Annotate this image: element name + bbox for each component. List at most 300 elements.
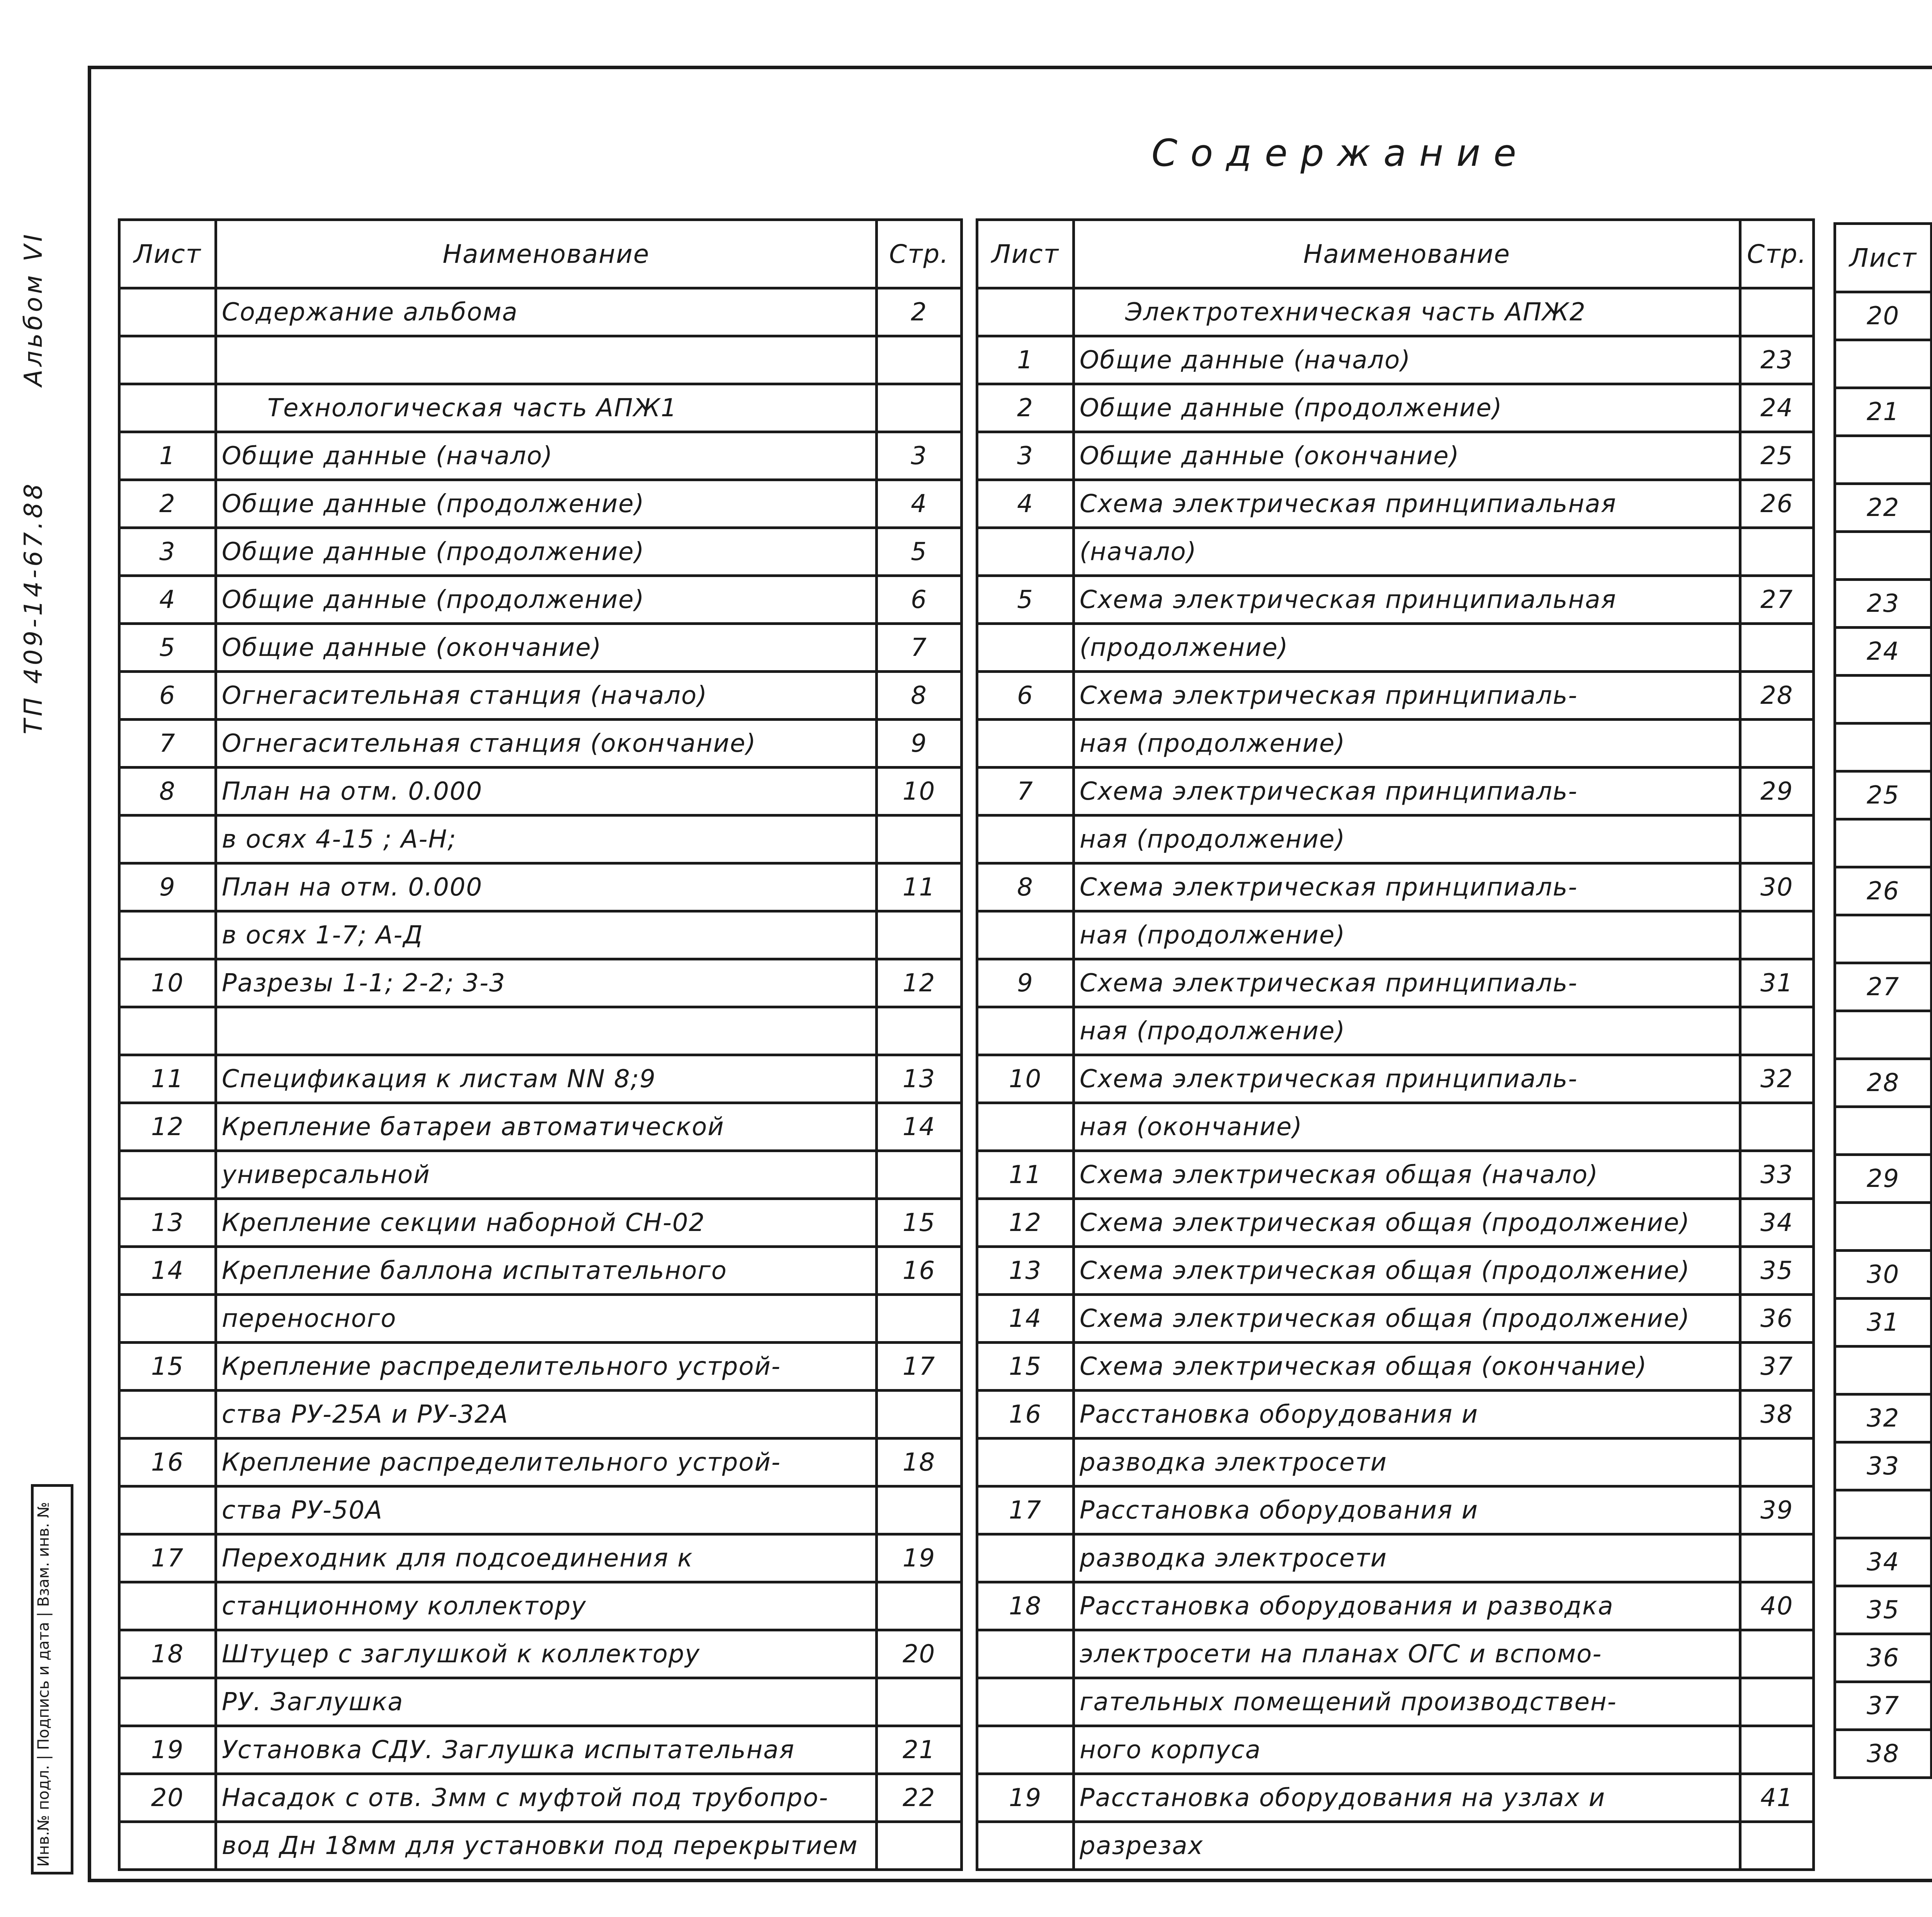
sheet-cell [119, 1486, 216, 1534]
sheet-cell: 34 [1835, 1538, 1932, 1586]
document-code-vertical: ТП 409-14-67.88 [19, 481, 48, 734]
page-cell: 16 [877, 1247, 962, 1295]
table-row [977, 959, 1814, 1007]
sheet-cell: 12 [977, 1199, 1074, 1247]
table-row [1835, 963, 1932, 1011]
table-row [1835, 1059, 1932, 1107]
table-header-row [119, 220, 962, 288]
sheet-cell [1835, 724, 1932, 771]
page-cell: 13 [877, 1055, 962, 1103]
table-row [977, 336, 1814, 384]
table-row [1835, 580, 1932, 628]
page-cell: 2 [877, 288, 962, 336]
sheet-cell: 14 [119, 1247, 216, 1295]
table-row [977, 432, 1814, 480]
name-cell: Крепление распределительного устрой- [216, 1343, 877, 1391]
sheet-cell: 10 [119, 959, 216, 1007]
sheet-cell [977, 720, 1074, 768]
page-cell: 4 [877, 480, 962, 528]
col-header-page: Стр. [1740, 220, 1814, 288]
name-cell: универсальной [216, 1151, 877, 1199]
page-cell: 20 [877, 1630, 962, 1678]
sheet-cell: 22 [1835, 484, 1932, 532]
sheet-cell [1835, 915, 1932, 963]
table-row [1835, 1155, 1932, 1203]
sheet-cell [977, 1103, 1074, 1151]
page-cell: 6 [877, 576, 962, 624]
sheet-cell: 4 [119, 576, 216, 624]
table-row [119, 1055, 962, 1103]
table-row [977, 1726, 1814, 1774]
name-cell: План на отм. 0.000 [216, 768, 877, 815]
table-row [1835, 915, 1932, 963]
table-row [1835, 1538, 1932, 1586]
page-cell: 5 [877, 528, 962, 576]
sheet-cell: 3 [119, 528, 216, 576]
table-row [119, 1582, 962, 1630]
table-row [1835, 1011, 1932, 1059]
table-row [1835, 1394, 1932, 1442]
sheet-cell: 9 [977, 959, 1074, 1007]
name-cell: ства РУ-25А и РУ-32А [216, 1391, 877, 1439]
sheet-cell: 37 [1835, 1682, 1932, 1730]
sheet-cell: 1 [977, 336, 1074, 384]
table-row [119, 815, 962, 863]
col-header-name: Наименование [1074, 220, 1740, 288]
sheet-cell: 35 [1835, 1586, 1932, 1634]
sheet-cell: 21 [1835, 388, 1932, 436]
table-row [119, 1343, 962, 1391]
name-cell: (начало) [1074, 528, 1740, 576]
name-cell: Насадок с отв. 3мм с муфтой под трубопро- [216, 1774, 877, 1822]
page-cell [1740, 1534, 1814, 1582]
sheet-cell: 19 [119, 1726, 216, 1774]
page-cell [877, 1391, 962, 1439]
table-row [119, 720, 962, 768]
table-row [977, 1007, 1814, 1055]
sheet-cell: 20 [1835, 292, 1932, 340]
table-row [1835, 1730, 1932, 1778]
name-cell [216, 336, 877, 384]
name-cell: Общие данные (продолжение) [216, 528, 877, 576]
sheet-cell: 26 [1835, 867, 1932, 915]
page-cell: 28 [1740, 672, 1814, 720]
name-cell: Разрезы 1-1; 2-2; 3-3 [216, 959, 877, 1007]
table-row [1835, 484, 1932, 532]
table-row [977, 1439, 1814, 1486]
table-row [119, 1678, 962, 1726]
sheet-cell [977, 288, 1074, 336]
table-row [1835, 819, 1932, 867]
sheet-cell: 5 [119, 624, 216, 672]
table-row [119, 1151, 962, 1199]
page-cell [1740, 1726, 1814, 1774]
name-cell: Крепление распределительного устрой- [216, 1439, 877, 1486]
name-cell: (продолжение) [1074, 624, 1740, 672]
page-cell: 14 [877, 1103, 962, 1151]
table-row [977, 1822, 1814, 1870]
name-cell: План на отм. 0.000 [216, 863, 877, 911]
table-row [119, 1295, 962, 1343]
sheet-cell [977, 1007, 1074, 1055]
sheet-cell: 25 [1835, 771, 1932, 819]
table-row [119, 624, 962, 672]
table-row [1835, 628, 1932, 676]
page-cell: 3 [877, 432, 962, 480]
page-title: Содержание [1151, 131, 1529, 175]
page-cell: 32 [1740, 1055, 1814, 1103]
page-cell: 35 [1740, 1247, 1814, 1295]
table-row [119, 959, 962, 1007]
table-row [977, 1534, 1814, 1582]
table-row [1835, 771, 1932, 819]
name-cell: Схема электрическая принципиаль- [1074, 768, 1740, 815]
page-cell: 9 [877, 720, 962, 768]
page-cell [877, 384, 962, 432]
sheet-cell: 2 [119, 480, 216, 528]
table-row [977, 1103, 1814, 1151]
sheet-cell [1835, 819, 1932, 867]
sheet-cell: 31 [1835, 1299, 1932, 1347]
page-cell [1740, 1007, 1814, 1055]
table-row [1835, 1682, 1932, 1730]
page-cell: 7 [877, 624, 962, 672]
contents-table-2 [976, 218, 1815, 1871]
table-row [977, 863, 1814, 911]
page-cell [1740, 911, 1814, 959]
sheet-cell: 13 [119, 1199, 216, 1247]
page-cell: 34 [1740, 1199, 1814, 1247]
table-row [977, 672, 1814, 720]
page-cell [877, 1678, 962, 1726]
name-cell: Схема электрическая общая (начало) [1074, 1151, 1740, 1199]
name-cell: Крепление секции наборной СН-02 [216, 1199, 877, 1247]
sheet-cell: 5 [977, 576, 1074, 624]
page-cell [877, 1151, 962, 1199]
table-header-row [1835, 224, 1932, 292]
page-cell: 19 [877, 1534, 962, 1582]
name-cell: Огнегасительная станция (начало) [216, 672, 877, 720]
name-cell: разводка электросети [1074, 1439, 1740, 1486]
table-header-row [977, 220, 1814, 288]
sheet-cell [977, 815, 1074, 863]
sheet-cell: 17 [119, 1534, 216, 1582]
table-row [119, 911, 962, 959]
table-row [119, 672, 962, 720]
sheet-cell: 16 [119, 1439, 216, 1486]
sheet-cell: 6 [119, 672, 216, 720]
sheet-cell [119, 336, 216, 384]
sheet-cell: 18 [119, 1630, 216, 1678]
page-cell: 29 [1740, 768, 1814, 815]
name-cell: Расстановка оборудования и [1074, 1391, 1740, 1439]
sheet-cell: 29 [1835, 1155, 1932, 1203]
table-row [1835, 1107, 1932, 1155]
page-cell [1740, 815, 1814, 863]
col-header-sheet: Лист [119, 220, 216, 288]
table-row [1835, 1634, 1932, 1682]
page-cell: 30 [1740, 863, 1814, 911]
table-row [1835, 340, 1932, 388]
table-row [119, 336, 962, 384]
contents-table-1 [118, 218, 963, 1871]
table-row [119, 1726, 962, 1774]
table-row [977, 768, 1814, 815]
page-cell: 10 [877, 768, 962, 815]
sheet-cell [1835, 340, 1932, 388]
name-cell: Общие данные (продолжение) [1074, 384, 1740, 432]
page-cell: 39 [1740, 1486, 1814, 1534]
table-row [1835, 1251, 1932, 1299]
sheet-cell [119, 1151, 216, 1199]
page-cell [877, 911, 962, 959]
name-cell: разрезах [1074, 1822, 1740, 1870]
name-cell: переносного [216, 1295, 877, 1343]
sheet-cell: 16 [977, 1391, 1074, 1439]
table-row [977, 1630, 1814, 1678]
page-cell: 23 [1740, 336, 1814, 384]
page-cell [877, 1295, 962, 1343]
sheet-cell [1835, 532, 1932, 580]
sheet-cell [977, 1534, 1074, 1582]
sheet-cell: 14 [977, 1295, 1074, 1343]
contents-table-3 [1833, 222, 1932, 1779]
table-row [119, 1534, 962, 1582]
name-cell: в осях 1-7; А-Д [216, 911, 877, 959]
sheet-cell: 11 [977, 1151, 1074, 1199]
sheet-cell: 20 [119, 1774, 216, 1822]
sheet-cell: 13 [977, 1247, 1074, 1295]
name-cell: Схема электрическая принципиальная [1074, 576, 1740, 624]
name-cell: Схема электрическая принципиаль- [1074, 959, 1740, 1007]
sheet-cell [977, 624, 1074, 672]
table-row [977, 576, 1814, 624]
name-cell [216, 1007, 877, 1055]
sheet-cell [977, 528, 1074, 576]
name-cell: ная (продолжение) [1074, 1007, 1740, 1055]
name-cell: ного корпуса [1074, 1726, 1740, 1774]
name-cell: Штуцер с заглушкой к коллектору [216, 1630, 877, 1678]
sheet-cell [977, 1678, 1074, 1726]
name-cell: Схема электрическая принципиаль- [1074, 1055, 1740, 1103]
page-cell: 21 [877, 1726, 962, 1774]
sheet-cell [1835, 676, 1932, 724]
name-cell: разводка электросети [1074, 1534, 1740, 1582]
page-cell [1740, 720, 1814, 768]
name-cell: ная (продолжение) [1074, 911, 1740, 959]
table-row [1835, 1490, 1932, 1538]
sheet-cell [1835, 1107, 1932, 1155]
sheet-cell [119, 1391, 216, 1439]
table-row [977, 1151, 1814, 1199]
table-row [119, 1822, 962, 1870]
page-cell: 15 [877, 1199, 962, 1247]
sheet-cell: 15 [119, 1343, 216, 1391]
table-row [977, 815, 1814, 863]
page-cell: 24 [1740, 384, 1814, 432]
sheet-cell: 11 [119, 1055, 216, 1103]
sheet-cell: 6 [977, 672, 1074, 720]
table-row [1835, 1442, 1932, 1490]
table-row [1835, 1203, 1932, 1251]
name-cell: ная (окончание) [1074, 1103, 1740, 1151]
table-row [1835, 1299, 1932, 1347]
table-row [977, 624, 1814, 672]
name-cell: Спецификация к листам NN 8;9 [216, 1055, 877, 1103]
page-cell [877, 1822, 962, 1870]
page-cell: 37 [1740, 1343, 1814, 1391]
table-row [119, 576, 962, 624]
table-row [1835, 292, 1932, 340]
col-header-page: Стр. [877, 220, 962, 288]
table-row [1835, 436, 1932, 484]
sheet-cell [119, 1678, 216, 1726]
name-cell: РУ. Заглушка [216, 1678, 877, 1726]
name-cell: гательных помещений производствен- [1074, 1678, 1740, 1726]
table-row [119, 1486, 962, 1534]
sheet-cell [977, 1439, 1074, 1486]
sheet-cell [119, 288, 216, 336]
sheet-cell: 38 [1835, 1730, 1932, 1778]
sheet-cell: 9 [119, 863, 216, 911]
name-cell: вод Дн 18мм для установки под перекрытием [216, 1822, 877, 1870]
name-cell: ная (продолжение) [1074, 720, 1740, 768]
table-row [119, 1630, 962, 1678]
table-row [977, 1678, 1814, 1726]
table-row [119, 1199, 962, 1247]
name-cell: в осях 4-15 ; А-Н; [216, 815, 877, 863]
sheet-cell [977, 1822, 1074, 1870]
sheet-cell: 4 [977, 480, 1074, 528]
name-cell: Технологическая часть АПЖ1 [216, 384, 877, 432]
sheet-cell [119, 384, 216, 432]
page-cell: 17 [877, 1343, 962, 1391]
name-cell: Общие данные (окончание) [1074, 432, 1740, 480]
page-cell: 36 [1740, 1295, 1814, 1343]
table-row [119, 768, 962, 815]
table-row [977, 1391, 1814, 1439]
page-cell [1740, 1103, 1814, 1151]
page-cell: 11 [877, 863, 962, 911]
table-row [119, 1103, 962, 1151]
sheet-cell: 24 [1835, 628, 1932, 676]
name-cell: ства РУ-50А [216, 1486, 877, 1534]
col-header-name: Наименование [216, 220, 877, 288]
table-row [119, 1007, 962, 1055]
album-label: Альбом VI [19, 231, 48, 386]
page-cell [877, 1007, 962, 1055]
name-cell: Содержание альбома [216, 288, 877, 336]
side-stamp-text: Инв.№ подл. | Подпись и дата | Взам. инв. № [35, 1502, 53, 1867]
table-row [119, 480, 962, 528]
page-cell [1740, 288, 1814, 336]
name-cell: электросети на планах ОГС и вспомо- [1074, 1630, 1740, 1678]
name-cell: Общие данные (продолжение) [216, 576, 877, 624]
sheet-cell [119, 1822, 216, 1870]
sheet-cell: 17 [977, 1486, 1074, 1534]
name-cell: станционному коллектору [216, 1582, 877, 1630]
name-cell: Огнегасительная станция (окончание) [216, 720, 877, 768]
page-cell: 33 [1740, 1151, 1814, 1199]
table-row [977, 1199, 1814, 1247]
page-cell: 40 [1740, 1582, 1814, 1630]
table-row [977, 1582, 1814, 1630]
page-cell [1740, 1822, 1814, 1870]
name-cell: Установка СДУ. Заглушка испытательная [216, 1726, 877, 1774]
page-cell [1740, 1678, 1814, 1726]
sheet-cell: 30 [1835, 1251, 1932, 1299]
page-cell: 38 [1740, 1391, 1814, 1439]
sheet-cell: 7 [977, 768, 1074, 815]
name-cell: Схема электрическая принципиаль- [1074, 672, 1740, 720]
table-row [119, 432, 962, 480]
page-cell [877, 815, 962, 863]
name-cell: Схема электрическая общая (окончание) [1074, 1343, 1740, 1391]
sheet-cell: 28 [1835, 1059, 1932, 1107]
page-cell [877, 1582, 962, 1630]
page-cell: 41 [1740, 1774, 1814, 1822]
name-cell: Схема электрическая общая (продолжение) [1074, 1247, 1740, 1295]
table-row [977, 384, 1814, 432]
table-row [977, 1774, 1814, 1822]
sheet-cell: 23 [1835, 580, 1932, 628]
table-row [1835, 867, 1932, 915]
table-row [119, 1774, 962, 1822]
table-row [977, 911, 1814, 959]
sheet-cell [119, 1295, 216, 1343]
name-cell: Схема электрическая общая (продолжение) [1074, 1199, 1740, 1247]
sheet-cell: 19 [977, 1774, 1074, 1822]
page-cell: 27 [1740, 576, 1814, 624]
table-row [119, 1439, 962, 1486]
page-cell [1740, 1630, 1814, 1678]
name-cell: Расстановка оборудования и разводка [1074, 1582, 1740, 1630]
sheet-cell [1835, 1347, 1932, 1394]
table-row [119, 1391, 962, 1439]
sheet-cell: 12 [119, 1103, 216, 1151]
table-row [119, 288, 962, 336]
page-cell [1740, 1439, 1814, 1486]
table-row [977, 720, 1814, 768]
sheet-cell: 27 [1835, 963, 1932, 1011]
name-cell: Общие данные (продолжение) [216, 480, 877, 528]
table-row [977, 1295, 1814, 1343]
name-cell: Расстановка оборудования на узлах и [1074, 1774, 1740, 1822]
page-cell [1740, 624, 1814, 672]
name-cell: Переходник для подсоединения к [216, 1534, 877, 1582]
sheet-cell: 8 [977, 863, 1074, 911]
table-row [119, 863, 962, 911]
table-row [1835, 724, 1932, 771]
table-row [1835, 1347, 1932, 1394]
page-cell: 31 [1740, 959, 1814, 1007]
name-cell: Общие данные (начало) [1074, 336, 1740, 384]
sheet-cell [119, 1582, 216, 1630]
table-row [977, 1486, 1814, 1534]
name-cell: Расстановка оборудования и [1074, 1486, 1740, 1534]
page-cell: 18 [877, 1439, 962, 1486]
page-cell: 26 [1740, 480, 1814, 528]
table-row [977, 480, 1814, 528]
table-row [977, 1343, 1814, 1391]
name-cell: Схема электрическая общая (продолжение) [1074, 1295, 1740, 1343]
table-row [1835, 388, 1932, 436]
sheet-cell: 15 [977, 1343, 1074, 1391]
table-row [1835, 1586, 1932, 1634]
page-cell: 25 [1740, 432, 1814, 480]
table-row [119, 384, 962, 432]
page-cell [1740, 528, 1814, 576]
